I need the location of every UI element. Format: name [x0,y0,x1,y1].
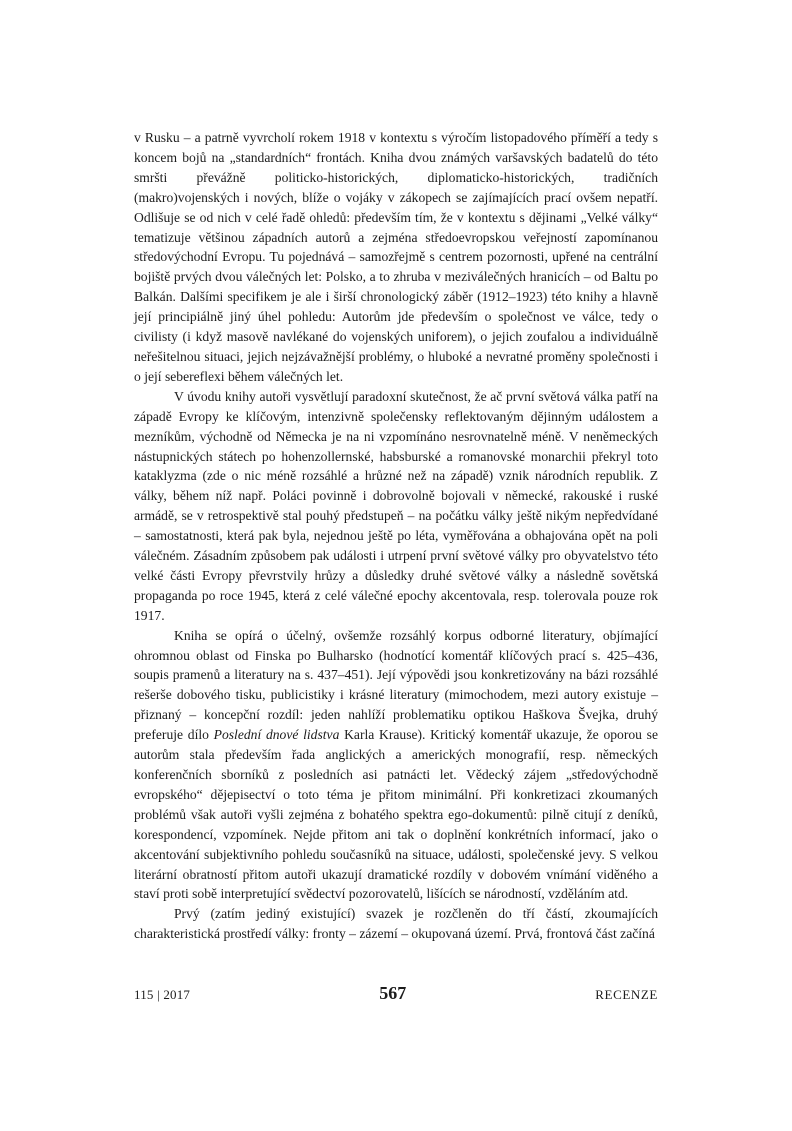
paragraph-1 [134,128,658,387]
paragraph-text: Prvý (zatím jediný existující) svazek je rozčleněn do tří částí, zkoumajících charakteristická prostředí války: fronty – zázemí – okupovaná území. Prvá, frontová část začíná [134,906,658,942]
body-text [134,128,658,944]
issue-label: 115 | 2017 [134,987,191,1002]
paragraph-4 [134,904,658,944]
page-number: 567 [379,983,407,1003]
paragraph-text: v Rusku – a patrně vyvrcholí rokem 1918 v kontextu s výročím listopadového příměří a tedy s koncem bojů na „standardních“ frontách. Kniha dvou známých varšavských badatelů do této smršti převážně politicko-historických, diplomaticko-historických, tradičních (makro)vojenských i nových, blíže o vojáky v zákopech se zajímajících prací ovšem nepatří. Odlišuje se od nich v celé řadě ohledů: především tím, že v kontextu s dějinami „Velké války“ tematizuje většinou západních autorů a zejména středoevropskou veřejností zapomínanou středovýchodní Evropu. Tu pojednává – samozřejmě s centrem pozornosti, upřené na centrální bojiště prvých dvou válečných let: Polsko, a to zhruba v meziválečných hranicích – od Baltu po Balkán. Dalšími specifikem je ale i širší chronologický záběr (1912–1923) této knihy a hlavně její principiálně jiný úhel pohledu: Autorům jde především o společnost ve válce, tedy o civilisty (i když masově navlékané do vojenských uniforem), o jejich zoufalou a individuálně neřešitelnou situaci, jejich nejzávažnější problémy, o hluboké a nevratné proměny společnosti i o její sebereflexi během válečných let. [134,130,658,384]
paragraph-2 [134,387,658,626]
paragraph-text: Karla Krause). Kritický komentář ukazuje, že oporou se autorům stala především řada anglických a amerických monografií, resp. německých konferenčních sborníků z posledních asi patnácti let. Vědecký zájem „středovýchodně evropského“ dějepisectví o toto téma je přitom minimální. Při konkretizaci zkoumaných problémů však autoři vyšli zejména z bohatého spektra ego-dokumentů: pilně citují z deníků, korespondencí, vzpomínek. Nejde přitom ani tak o doplnění konkrétních informací, jako o akcentování subjektivního pohledu současníků na situace, události, společenské jevy. S velkou literární obratností přitom autoři ukazují dramatické rozdíly v dobovém vnímání viděného a staví proti sobě interpretující svědectví pozorovatelů, lišících se národností, vzděláním atd. [134,727,658,902]
page-footer [134,983,658,1013]
paragraph-text: Kniha se opírá o účelný, ovšemže rozsáhlý korpus odborné literatury, objímající ohromnou oblast od Finska po Bulharsko (hodnotící komentář klíčových prací s. 425–436, soupis pramenů a literatury na s. 437–451). Její výpovědi jsou konkretizovány na bázi rozsáhlé rešerše dobového tisku, publicistiky i krásné literatury (mimochodem, mezi autory existuje – přiznaný – koncepční rozdíl: jeden nahlíží problematiku optikou Haškova Švejka, druhý preferuje dílo [134,627,658,743]
book-title-italic: Poslední dnové lidstva [213,727,340,743]
paragraph-text: V úvodu knihy autoři vysvětlují paradoxní skutečnost, že ač první světová válka patří na západě Evropy ke klíčovým, intenzivně společensky reflektovaným dějinným událostem a mezníkům, východně od Německa je na ni vzpomínáno nesrovnatelně méně. V neněmeckých nástupnických státech po hohenzollernské, habsburské a romanovské monarchii překryl toto kataklyzma (zde o nic méně rozsáhlé a hrůzné než na západě) vznik národních republik. Z války, během níž např. Poláci povinně i dobrovolně bojovali v německé, rakouské i ruské armádě, se v retrospektivě stal pouhý předstupeň – na počátku války ještě nikým nepředvídané – samostatnosti, která pak byla, nejednou ještě po léta, vyměřována a obhajována opět na poli válečném. Zásadním způsobem pak události i utrpení první světové války pro obyvatelstvo této velké části Evropy převrstvily hrůzy a důsledky druhé světové války a následně sovětská propaganda po roce 1945, která z celé válečné epochy akcentovala, resp. tolerovala pouze rok 1917. [134,388,658,623]
paragraph-3 [134,626,658,905]
section-label: RECENZE [595,987,658,1002]
